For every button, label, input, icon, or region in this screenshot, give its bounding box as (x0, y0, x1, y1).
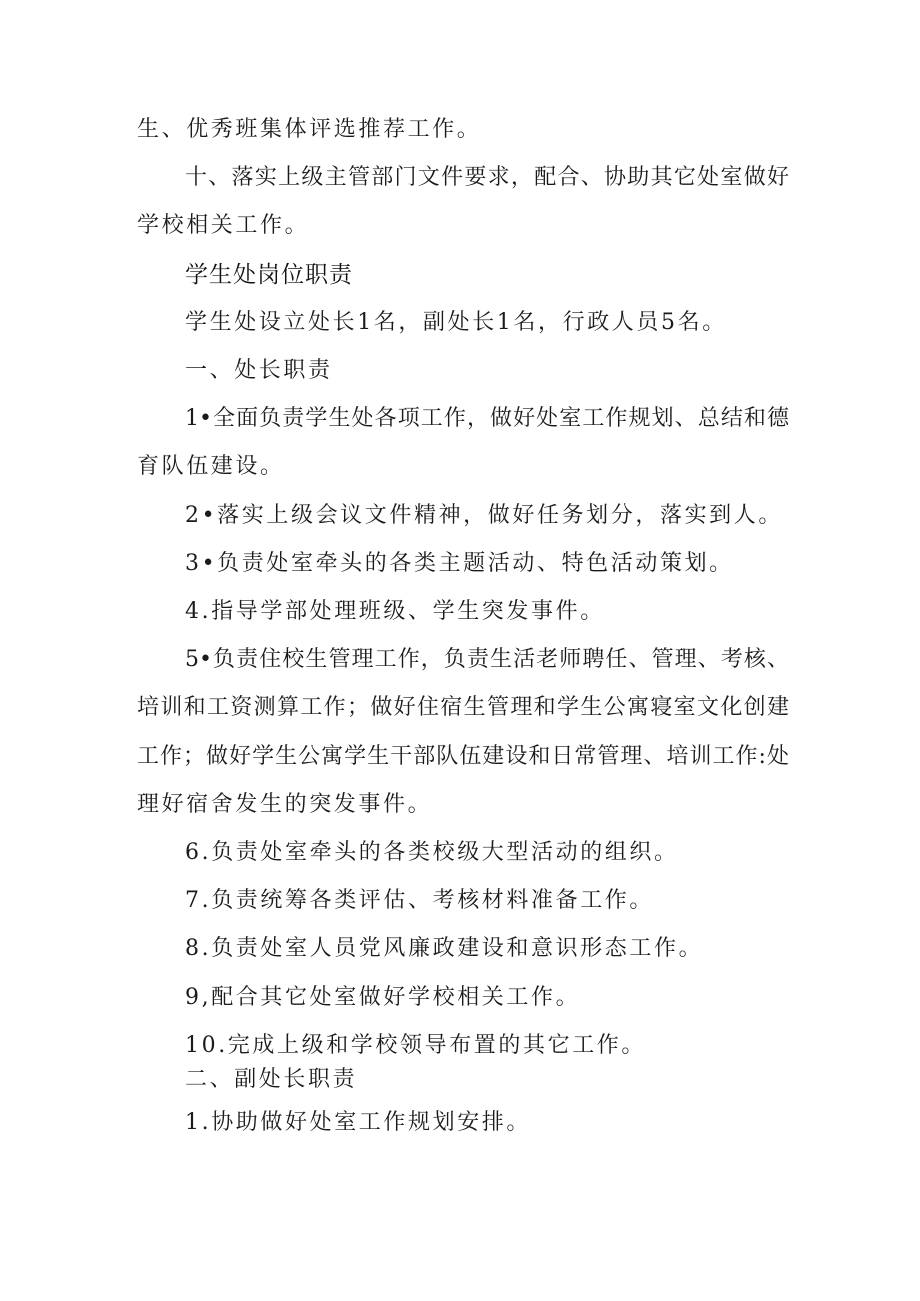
text-line-duty-6: 6.负责处室牵头的各类校级大型活动的组织。 (185, 840, 679, 865)
subheading-deputy-duties: 二、副处长职责 (185, 1067, 358, 1092)
text-line-duty-5: 5•负责住校生管理工作，负责生活老师聘任、管理、考核、 (185, 647, 789, 672)
text-line-deputy-duty-1: 1.协助做好处室工作规划安排。 (185, 1110, 531, 1135)
text-line-duty-7: 7.负责统筹各类评估、考核材料准备工作。 (185, 888, 654, 913)
text-line-duty-2: 2•落实上级会议文件精神，做好任务划分，落实到人。 (185, 503, 783, 528)
text-line-duty-5-continued-1: 培训和工资测算工作；做好住宿生管理和学生公寓寝室文化创建 (137, 695, 789, 720)
text-line-item-ten: 十、落实上级主管部门文件要求，配合、协助其它处室做好 (185, 165, 789, 190)
text-line-item-ten-continued: 学校相关工作。 (137, 213, 310, 238)
text-line-duty-3: 3•负责处室牵头的各类主题活动、特色活动策划。 (185, 551, 734, 576)
text-line-staffing: 学生处设立处长1名，副处长1名，行政人员5名。 (185, 310, 727, 335)
text-line-duty-9: 9,配合其它处室做好学校相关工作。 (185, 985, 581, 1010)
text-line-duty-10: 10.完成上级和学校领导布置的其它工作。 (185, 1033, 646, 1058)
section-heading: 学生处岗位职责 (185, 262, 353, 288)
text-line-previous-item-end: 生、优秀班集体评选推荐工作。 (137, 117, 482, 142)
text-line-duty-5-continued-2: 工作；做好学生公寓学生干部队伍建设和日常管理、培训工作:处 (137, 744, 789, 769)
subheading-director-duties: 一、处长职责 (185, 358, 333, 383)
text-line-duty-8: 8.负责处室人员党风廉政建设和意识形态工作。 (185, 936, 704, 961)
text-line-duty-1-continued: 育队伍建设。 (137, 454, 285, 479)
text-line-duty-1: 1•全面负责学生处各项工作，做好处室工作规划、总结和德 (185, 406, 789, 431)
text-line-duty-5-continued-3: 理好宿舍发生的突发事件。 (137, 792, 433, 817)
text-line-duty-4: 4.指导学部处理班级、学生突发事件。 (185, 599, 605, 624)
